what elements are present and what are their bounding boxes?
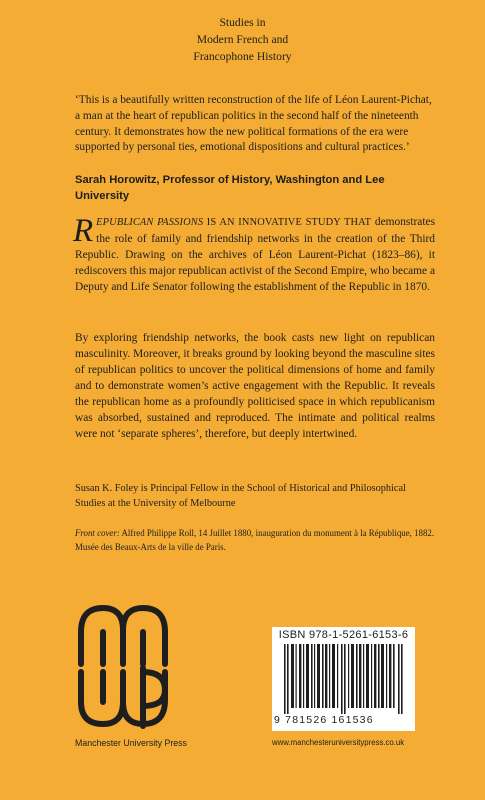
series-line-1: Studies in (219, 16, 266, 29)
series-line-2: Modern French and (196, 33, 289, 46)
lead-in (96, 217, 371, 228)
barcode-icon (272, 644, 415, 714)
book-title-italic: EPUBLICAN PASSIONS (96, 217, 204, 228)
series-line-3: Francophone History (193, 50, 292, 63)
endorsement-attribution: Sarah Horowitz, Professor of History, Washington and Lee University (75, 174, 385, 202)
front-cover-text: Alfred Philippe Roll, 14 Juillet 1880, inauguration du monument à la République, 1882. Musée des Beaux-Arts de la ville de Paris. (75, 528, 435, 552)
barcode-digits: 9 781526 161536 (274, 714, 374, 726)
description-paragraph-1 (75, 214, 435, 295)
front-cover-credit (75, 527, 435, 554)
barcode-block (272, 627, 415, 731)
mup-logo-icon (73, 602, 173, 735)
endorsement-quote: ‘This is a beautifully written reconstruction of the life of Léon Laurent-Pichat, a man at the heart of republican politics in the second half of the nineteenth century. It demonstrates how the new political formations of the era were supported by personal ties, emotional dispositions and cultural practices.’ (75, 94, 432, 154)
publisher-website: www.manchesteruniversitypress.co.uk (272, 738, 405, 747)
author-bio: Susan K. Foley is Principal Fellow in the School of Historical and Philosophical Studies at the University of Melbourne (75, 483, 406, 509)
drop-cap: R (73, 213, 94, 249)
lead-rest: IS AN INNOVATIVE STUDY THAT (203, 217, 372, 228)
description-paragraph-2: By exploring friendship networks, the book casts new light on republican masculinity. Moreover, it breaks ground by looking beyond the masculine sites of republican politics to uncover the political dimensions of home and family and to demonstrate women’s active engagement with the Republic. It reveals the republican home as a profoundly politicised space in which republicanism was absorbed, sustained and reproduced. The intimate and political realms were not ‘separate spheres’, therefore, but deeply intertwined. (75, 332, 435, 440)
series-title (0, 14, 485, 65)
front-cover-label: Front cover: (75, 528, 120, 538)
publisher-name: Manchester University Press (75, 738, 187, 748)
isbn-label: ISBN 978-1-5261-6153-6 (278, 629, 409, 641)
description-body: demonstrates the role of family and friendship networks in the creation of the Third Republic. Drawing on the archives of Léon Laurent-Pichat (1823–86), it rediscovers this major republican activist of the Second Empire, who became a Deputy and Life Senator following the establishment of the Republic in 1870. (75, 216, 435, 293)
